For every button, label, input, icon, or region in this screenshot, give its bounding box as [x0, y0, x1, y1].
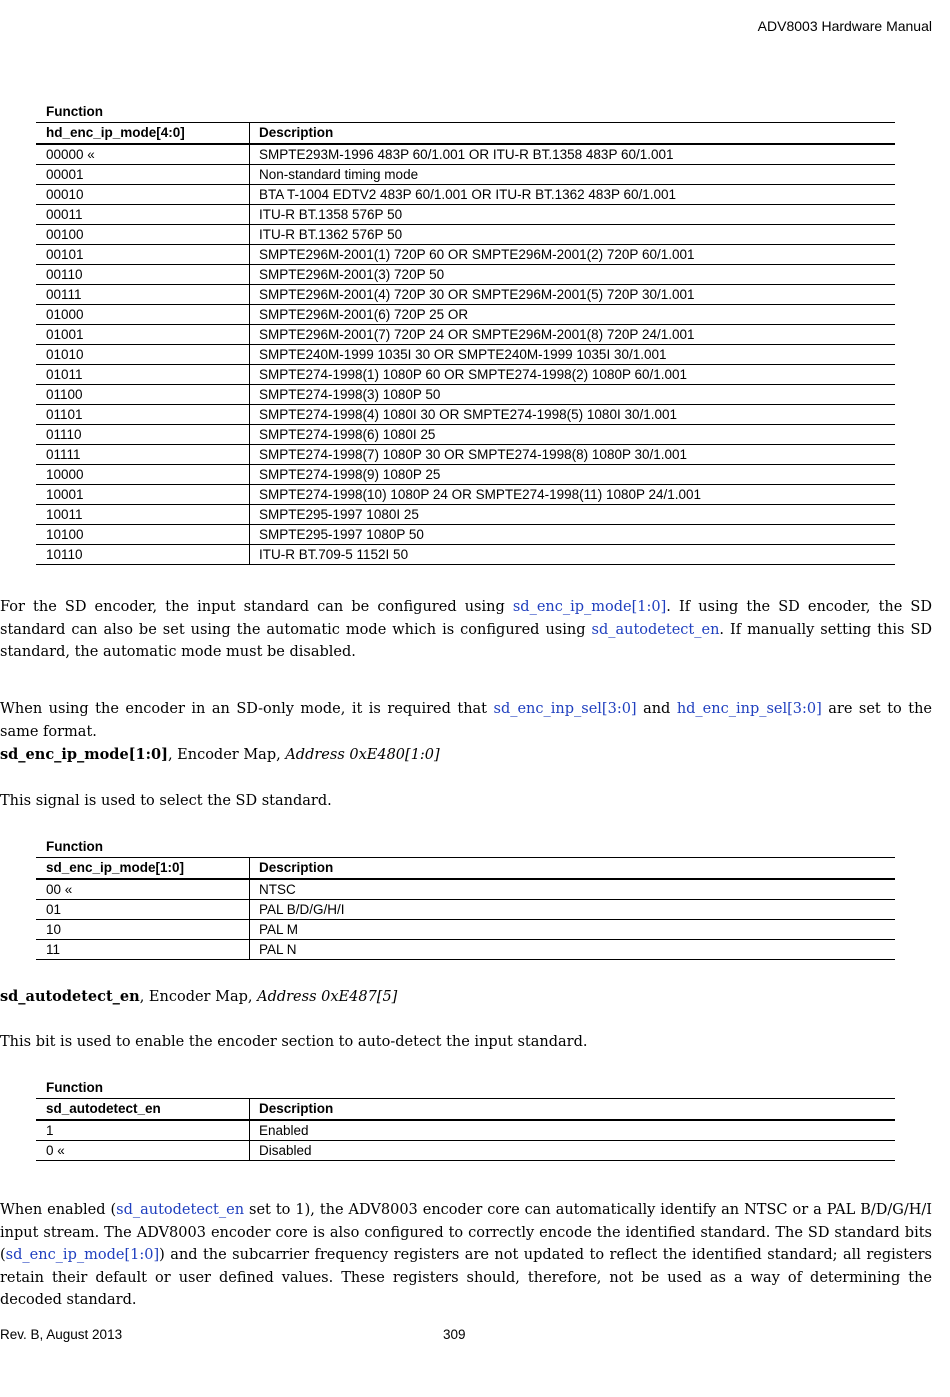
- table-cell-value: 0 «: [36, 1141, 250, 1160]
- table-cell-description: SMPTE274-1998(3) 1080P 50: [259, 387, 441, 402]
- table-row: [36, 165, 895, 185]
- table-row: [36, 225, 895, 245]
- table-cell-description: PAL M: [259, 922, 299, 937]
- table-cell-value: 00001: [36, 165, 250, 184]
- footer-revision: Rev. B, August 2013: [0, 1327, 123, 1342]
- table-cell-value: 10: [36, 920, 250, 939]
- table-cell-description: SMPTE274-1998(7) 1080P 30 OR SMPTE274-1998(8) 1080P 30/1.001: [259, 447, 688, 462]
- table-cell-value: 01101: [36, 405, 250, 424]
- sd-encoder-input-paragraph: [0, 596, 932, 664]
- para-text: are set to the same format.: [0, 701, 933, 740]
- table-row: [36, 920, 895, 940]
- link-hd-enc-inp-sel[interactable]: hd_enc_inp_sel[3:0]: [676, 701, 822, 717]
- table-row: [36, 405, 895, 425]
- table-cell-description: SMPTE296M-2001(6) 720P 25 OR: [259, 307, 469, 322]
- table-cell-description: SMPTE295-1997 1080P 50: [259, 527, 424, 542]
- table-cell-value: 01001: [36, 325, 250, 344]
- document-title: ADV8003 Hardware Manual: [757, 18, 932, 34]
- table-row: [36, 245, 895, 265]
- table-row: [36, 1141, 895, 1161]
- table-header-row: [36, 122, 895, 145]
- table-cell-value: 01000: [36, 305, 250, 324]
- para-text: set to 1), the ADV8003 encoder core can automatically identify an NTSC or a PAL B/D/G/H/I input stream. The ADV8003 encoder core is also configured to correctly encode the identified standard. The SD standard bits (: [0, 1202, 933, 1263]
- table-cell-description: ITU-R BT.1358 576P 50: [259, 207, 403, 222]
- table-function-label: Function: [46, 1080, 103, 1095]
- table-cell-value: 01100: [36, 385, 250, 404]
- register-address: Address 0xE480[1:0]: [285, 747, 440, 763]
- table-row: [36, 545, 895, 565]
- table-cell-value: 11: [36, 940, 250, 959]
- table-cell-description: NTSC: [259, 882, 296, 897]
- table-row: [36, 445, 895, 465]
- table-function-label: Function: [46, 104, 103, 119]
- table-cell-description: Disabled: [259, 1143, 312, 1158]
- link-sd-enc-inp-sel[interactable]: sd_enc_inp_sel[3:0]: [493, 701, 637, 717]
- table-cell-description: SMPTE296M-2001(7) 720P 24 OR SMPTE296M-2001(8) 720P 24/1.001: [259, 327, 695, 342]
- table-cell-value: 10011: [36, 505, 250, 524]
- register-map: , Encoder Map,: [167, 747, 286, 763]
- table-header-row: [36, 857, 895, 880]
- table-row: [36, 385, 895, 405]
- table-header-description: Description: [259, 125, 334, 140]
- table-cell-description: BTA T-1004 EDTV2 483P 60/1.001 OR ITU-R BT.1362 483P 60/1.001: [259, 187, 677, 202]
- table-function-label: Function: [46, 839, 103, 854]
- table-cell-description: SMPTE240M-1999 1035I 30 OR SMPTE240M-1999 1035I 30/1.001: [259, 347, 667, 362]
- table-row: [36, 485, 895, 505]
- table-cell-description: SMPTE274-1998(1) 1080P 60 OR SMPTE274-1998(2) 1080P 60/1.001: [259, 367, 688, 382]
- sd-enc-ip-mode-table: [36, 837, 895, 960]
- table-cell-value: 00111: [36, 285, 250, 304]
- link-sd-enc-ip-mode[interactable]: sd_enc_ip_mode[1:0]: [512, 599, 667, 615]
- table-cell-value: 1: [36, 1121, 250, 1140]
- table-cell-value: 01110: [36, 425, 250, 444]
- page-number: 309: [443, 1327, 466, 1342]
- table-row: [36, 285, 895, 305]
- table-row: [36, 880, 895, 900]
- table-header-field: hd_enc_ip_mode[4:0]: [36, 123, 250, 143]
- table-row: [36, 205, 895, 225]
- table-row: [36, 505, 895, 525]
- table-row: [36, 900, 895, 920]
- table-header-description: Description: [259, 860, 334, 875]
- table-row: [36, 345, 895, 365]
- table-cell-description: SMPTE274-1998(10) 1080P 24 OR SMPTE274-1998(11) 1080P 24/1.001: [259, 487, 702, 502]
- para-text: and: [636, 701, 677, 717]
- table-cell-description: SMPTE293M-1996 483P 60/1.001 OR ITU-R BT.1358 483P 60/1.001: [259, 147, 674, 162]
- table-cell-value: 00110: [36, 265, 250, 284]
- table-cell-description: Non-standard timing mode: [259, 167, 419, 182]
- register-description: This signal is used to select the SD standard.: [0, 793, 332, 809]
- table-header-description: Description: [259, 1101, 334, 1116]
- sd-only-mode-paragraph: [0, 698, 932, 743]
- autodetect-explanation-paragraph: [0, 1199, 932, 1312]
- table-cell-value: 10000: [36, 465, 250, 484]
- table-row: [36, 525, 895, 545]
- hd-enc-ip-mode-table: [36, 102, 895, 565]
- para-text: When using the encoder in an SD-only mode, it is required that: [0, 701, 494, 717]
- register-heading-sd-autodetect-en: [0, 986, 932, 1008]
- table-cell-value: 10100: [36, 525, 250, 544]
- table-cell-description: ITU-R BT.709-5 1152I 50: [259, 547, 409, 562]
- table-cell-value: 00101: [36, 245, 250, 264]
- link-sd-autodetect-en[interactable]: sd_autodetect_en: [116, 1202, 245, 1218]
- table-cell-value: 01111: [36, 445, 250, 464]
- para-text: For the SD encoder, the input standard can be configured using: [0, 599, 513, 615]
- table-row: [36, 465, 895, 485]
- table-cell-description: Enabled: [259, 1123, 309, 1138]
- table-header-field: sd_autodetect_en: [36, 1099, 250, 1119]
- table-cell-value: 00000 «: [36, 145, 250, 164]
- table-row: [36, 265, 895, 285]
- table-cell-value: 10110: [36, 545, 250, 564]
- table-cell-value: 00011: [36, 205, 250, 224]
- table-row: [36, 425, 895, 445]
- table-row: [36, 325, 895, 345]
- table-row: [36, 145, 895, 165]
- table-cell-description: SMPTE296M-2001(3) 720P 50: [259, 267, 445, 282]
- table-cell-value: 00010: [36, 185, 250, 204]
- table-row: [36, 365, 895, 385]
- table-row: [36, 305, 895, 325]
- para-text: . If using the SD encoder, the SD standard can also be set using the automatic mode which is configured using: [0, 599, 932, 638]
- link-sd-autodetect-en[interactable]: sd_autodetect_en: [591, 621, 720, 638]
- table-cell-description: SMPTE274-1998(4) 1080I 30 OR SMPTE274-1998(5) 1080I 30/1.001: [259, 407, 677, 422]
- sd-autodetect-en-table: [36, 1078, 895, 1161]
- register-heading-sd-enc-ip-mode: [0, 744, 932, 766]
- table-cell-description: PAL N: [259, 942, 297, 957]
- register-name: sd_enc_ip_mode[1:0]: [0, 746, 168, 763]
- table-header-row: [36, 1098, 895, 1121]
- register-description: This bit is used to enable the encoder section to auto-detect the input standard.: [0, 1034, 588, 1050]
- table-cell-value: 10001: [36, 485, 250, 504]
- table-row: [36, 1121, 895, 1141]
- table-cell-description: SMPTE274-1998(9) 1080P 25: [259, 467, 441, 482]
- register-name: sd_autodetect_en: [0, 988, 140, 1005]
- table-cell-value: 01011: [36, 365, 250, 384]
- para-text: . If manually setting this SD standard, the automatic mode must be disabled.: [0, 621, 933, 660]
- table-cell-description: ITU-R BT.1362 576P 50: [259, 227, 403, 242]
- para-text: When enabled (: [0, 1202, 117, 1218]
- table-cell-description: SMPTE274-1998(6) 1080I 25: [259, 427, 436, 442]
- table-cell-value: 01: [36, 900, 250, 919]
- table-row: [36, 940, 895, 960]
- para-text: ) and the subcarrier frequency registers are not updated to reflect the identified standard; all registers retain their default or user defined values. These registers should, therefore, not be used as a way of determining the decoded standard.: [0, 1247, 932, 1308]
- table-row: [36, 185, 895, 205]
- table-cell-description: SMPTE296M-2001(4) 720P 30 OR SMPTE296M-2001(5) 720P 30/1.001: [259, 287, 695, 302]
- table-cell-value: 00 «: [36, 880, 250, 899]
- table-cell-value: 01010: [36, 345, 250, 364]
- link-sd-enc-ip-mode[interactable]: sd_enc_ip_mode[1:0]: [5, 1247, 160, 1263]
- register-address: Address 0xE487[5]: [257, 989, 398, 1005]
- table-cell-value: 00100: [36, 225, 250, 244]
- register-map: , Encoder Map,: [139, 989, 258, 1005]
- table-cell-description: SMPTE295-1997 1080I 25: [259, 507, 419, 522]
- table-header-field: sd_enc_ip_mode[1:0]: [36, 858, 250, 878]
- table-cell-description: PAL B/D/G/H/I: [259, 902, 345, 917]
- table-cell-description: SMPTE296M-2001(1) 720P 60 OR SMPTE296M-2001(2) 720P 60/1.001: [259, 247, 695, 262]
